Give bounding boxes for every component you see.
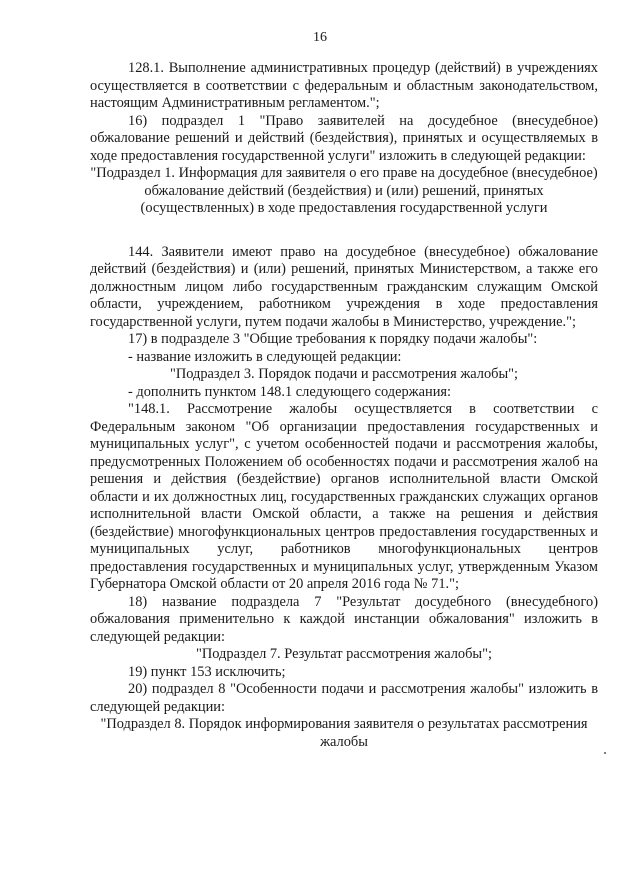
paragraph-144: 144. Заявители имеют право на досудебное (внесудебное) обжалование действий (бездействия) и (или) решений, принятых Министерством, а также его должностным лицом либо государственным гражданским служащим Омской области, учреждением, работником учреждения в ходе предоставления государственной услуги, путем подачи жалобы в Министерство, учреждение."; [90,243,598,330]
paragraph-128-1: 128.1. Выполнение административных процедур (действий) в учреждениях осуществляется в соответствии с федеральным и областным законодательством, настоящим Административным регламентом."; [90,60,598,111]
spacer [90,218,598,244]
subsection-8-heading: "Подраздел 8. Порядок информирования заявителя о результатах рассмотрения жалобы [100,716,588,750]
paragraph-148-1: "148.1. Рассмотрение жалобы осуществляется в соответствии с Федеральным законом "Об организации предоставления государственных и муниципальных услуг", с учетом особенностей подачи и рассмотрения жалобы, предусмотренных Положением об особенностях подачи и рассмотрения жалоб на решения и действия (бездействие) органов исполнительной власти Омской области и их должностных лиц, государственных гражданских служащих органов исполнительной власти Омской области, а также на решения и действия (бездействие) многофункциональных центров предоставления государственных и муниципальных услуг, работников многофункциональных центров предоставления государственных и муниципальных услуг, утвержденным Указом Губернатора Омской области от 20 апреля 2016 года № 71."; [90,401,598,592]
paragraph-item-20: 20) подраздел 8 "Особенности подачи и рассмотрения жалобы" изложить в следующей редакции: [90,681,598,715]
subsection-3-heading: "Подраздел 3. Порядок подачи и рассмотрения жалобы"; [169,366,519,382]
paragraph-add-148-1: - дополнить пунктом 148.1 следующего содержания: [128,383,452,400]
paragraph-item-16: 16) подраздел 1 "Право заявителей на досудебное (внесудебное) обжалование решений и действий (бездействия), принятых и осуществляемых в ходе предоставления государственной услуги" изложить в следующей редакции: [90,112,598,164]
paragraph-item-18: 18) название подраздела 7 "Результат досудебного (внесудебного) обжалования применительно к каждой инстанции обжалования" изложить в следующей редакции: [90,593,598,645]
paragraph-item-17: 17) в подразделе 3 "Общие требования к порядку подачи жалобы": [128,331,538,347]
subsection-1-heading: "Подраздел 1. Информация для заявителя о его праве на досудебное (внесудебное) обжалование действий (бездействия) и (или) решений, принятых (осуществленных) в ходе предоставления государственной услуги [90,165,598,216]
page-number: 16 [313,30,327,45]
document-body [90,60,598,751]
paragraph-item-19: 19) пункт 153 исключить; [128,663,286,680]
paragraph-rename-instruction: - название изложить в следующей редакции: [128,348,402,365]
scan-speck [604,752,606,754]
subsection-7-heading: "Подраздел 7. Результат рассмотрения жалобы"; [196,646,492,662]
